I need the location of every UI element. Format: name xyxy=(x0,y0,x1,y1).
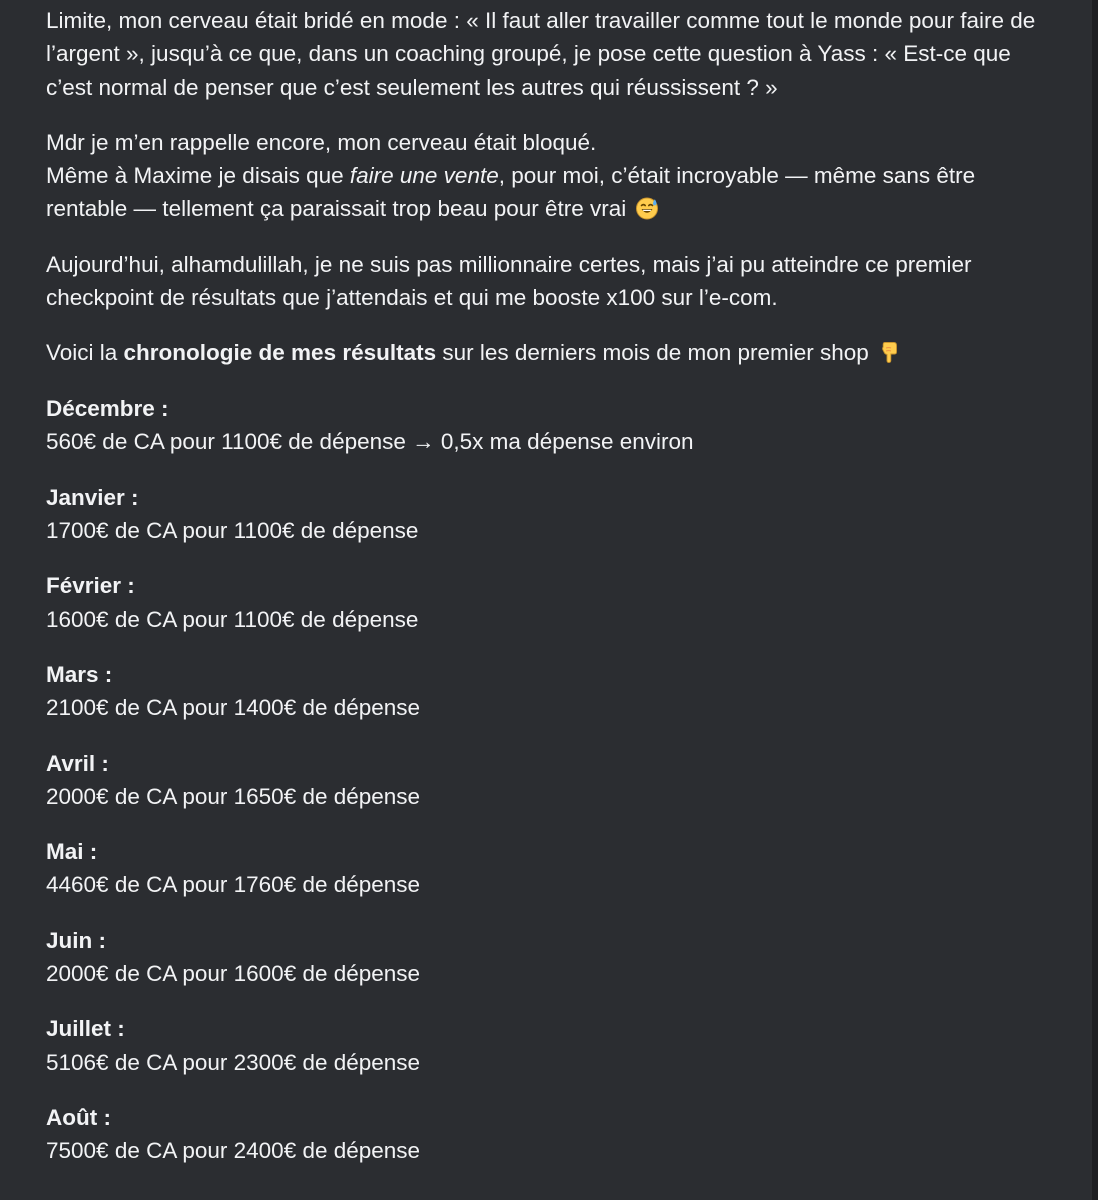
pointing-down-emoji xyxy=(877,340,901,364)
intro-paragraph-2 xyxy=(46,126,1062,226)
month-item-mai xyxy=(46,835,1062,902)
month-result: 1600€ de CA pour 1100€ de dépense xyxy=(46,606,419,632)
intro-paragraph-1: Limite, mon cerveau était bridé en mode : « Il faut aller travailler comme tout le monde pour faire de l’argent », jusqu’à ce que, dans un coaching groupé, je pose cette question à Yass : « Est-ce que c’est normal de penser que c’est seulement les autres qui réussissent ? » xyxy=(46,8,1036,100)
month-result: 560€ de CA pour 1100€ de dépense → 0,5x ma dépense environ xyxy=(46,429,694,455)
month-label: Décembre : xyxy=(46,396,169,422)
month-result: 4460€ de CA pour 1760€ de dépense xyxy=(46,872,421,898)
month-item-mars xyxy=(46,658,1062,725)
month-label: Janvier : xyxy=(46,484,139,510)
month-result: 7500€ de CA pour 2400€ de dépense xyxy=(46,1138,421,1164)
month-result: 2100€ de CA pour 1400€ de dépense xyxy=(46,695,421,721)
month-label: Avril : xyxy=(46,750,109,776)
month-result: 1700€ de CA pour 1100€ de dépense xyxy=(46,518,419,544)
month-label: Mai : xyxy=(46,839,98,865)
month-result: 2000€ de CA pour 1650€ de dépense xyxy=(46,783,421,809)
month-item-decembre xyxy=(46,392,1062,459)
month-label: Février : xyxy=(46,573,135,599)
intro-paragraph-2-text-after: , pour moi, c’était incroyable — même sans être rentable — tellement ça paraissait trop beau pour être vrai xyxy=(46,163,976,222)
intro-paragraph-4 xyxy=(46,336,1062,369)
month-item-juin xyxy=(46,924,1062,991)
intro-paragraph-2-italic: faire une vente xyxy=(349,163,499,189)
intro-paragraph-2-line-1: Mdr je m’en rappelle encore, mon cerveau était bloqué. xyxy=(46,129,597,155)
month-item-avril xyxy=(46,747,1062,814)
month-item-juillet xyxy=(46,1012,1062,1079)
month-result: 5106€ de CA pour 2300€ de dépense xyxy=(46,1049,421,1075)
intro-paragraph-4-text-after: sur les derniers mois de mon premier shop xyxy=(436,340,869,366)
intro-paragraph-2-text-before: Même à Maxime je disais que xyxy=(46,163,350,189)
month-item-aout xyxy=(46,1101,1062,1168)
intro-paragraph-3: Aujourd’hui, alhamdulillah, je ne suis pas millionnaire certes, mais j’ai pu atteindre ce premier checkpoint de résultats que j’attendais et qui me booste x100 sur l’e-com. xyxy=(46,251,972,311)
month-item-janvier xyxy=(46,481,1062,548)
month-label: Juillet : xyxy=(46,1016,125,1042)
month-result: 2000€ de CA pour 1600€ de dépense xyxy=(46,961,421,987)
month-list xyxy=(46,392,1062,1167)
window-edge xyxy=(1092,0,1098,1200)
month-item-fevrier xyxy=(46,569,1062,636)
sweat-smile-emoji xyxy=(635,196,659,220)
intro-paragraph-4-bold: chronologie de mes résultats xyxy=(123,340,437,366)
intro-paragraph-4-text-before: Voici la xyxy=(46,340,124,366)
month-label: Août : xyxy=(46,1104,111,1130)
month-label: Juin : xyxy=(46,927,106,953)
month-label: Mars : xyxy=(46,661,113,687)
